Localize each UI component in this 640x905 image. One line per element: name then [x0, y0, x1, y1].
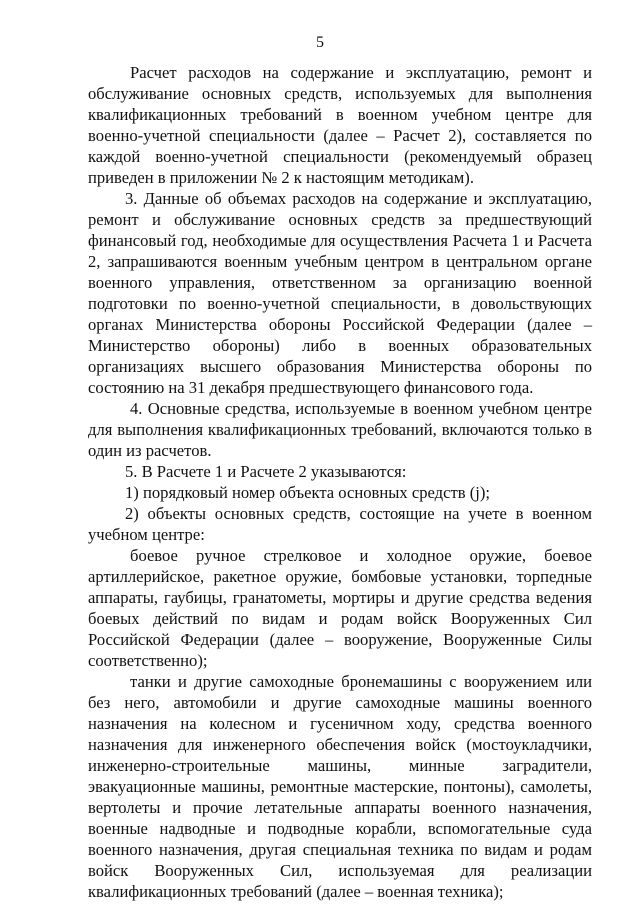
page-number: 5	[316, 34, 324, 51]
paragraph-subitem-2: 2) объекты основных средств, состоящие на учете в военном учебном центре:	[88, 504, 592, 544]
document-body	[88, 62, 592, 902]
paragraph-military-equipment: танки и другие самоходные бронемашины с вооружением или без него, автомобили и другие самоходные машины военного назначения на колесном и гусеничном ходу, средства военного назначения для инженерного обеспечения войск (мостоукладчики, инженерно-строительные машины, минные заградители, эвакуационные машины, ремонтные мастерские, понтоны), самолеты, вертолеты и прочие летательные аппараты военного назначения, военные надводные и подводные корабли, вспомогательные суда военного назначения, другая специальная техника по видам и родам войск Вооруженных Сил, используемая для реализации квалификационных требований (далее – военная техника);	[88, 672, 592, 901]
paragraph-calculation-2: Расчет расходов на содержание и эксплуатацию, ремонт и обслуживание основных средств, используемых для выполнения квалификационных требований в военном учебном центре для военно-учетной специальности (далее – Расчет 2), составляется по каждой военно-учетной специальности (рекомендуемый образец приведен в приложении № 2 к настоящим методикам).	[88, 63, 592, 187]
paragraph-armament: боевое ручное стрелковое и холодное оружие, боевое артиллерийское, ракетное оружие, бомбовые установки, торпедные аппараты, гаубицы, гранатометы, мортиры и другие средства ведения боевых действий по видам и родам войск Вооруженных Сил Российской Федерации (далее – вооружение, Вооруженные Силы соответственно);	[88, 546, 592, 670]
paragraph-subitem-1: 1) порядковый номер объекта основных средств (j);	[125, 483, 490, 502]
paragraph-item-4: 4. Основные средства, используемые в военном учебном центре для выполнения квалификационных требований, включаются только в один из расчетов.	[88, 399, 592, 460]
paragraph-item-3: 3. Данные об объемах расходов на содержание и эксплуатацию, ремонт и обслуживание основных средств за предшествующий финансовый год, необходимые для осуществления Расчета 1 и Расчета 2, запрашиваются военным учебным центром в центральном органе военного управления, ответственном за организацию военной подготовки по военно-учетной специальности, в довольствующих органах Министерства обороны Российской Федерации (далее – Министерство обороны) либо в военных образовательных организациях высшего образования Министерства обороны по состоянию на 31 декабря предшествующего финансового года.	[88, 189, 592, 397]
paragraph-item-5: 5. В Расчете 1 и Расчете 2 указываются:	[125, 462, 407, 481]
